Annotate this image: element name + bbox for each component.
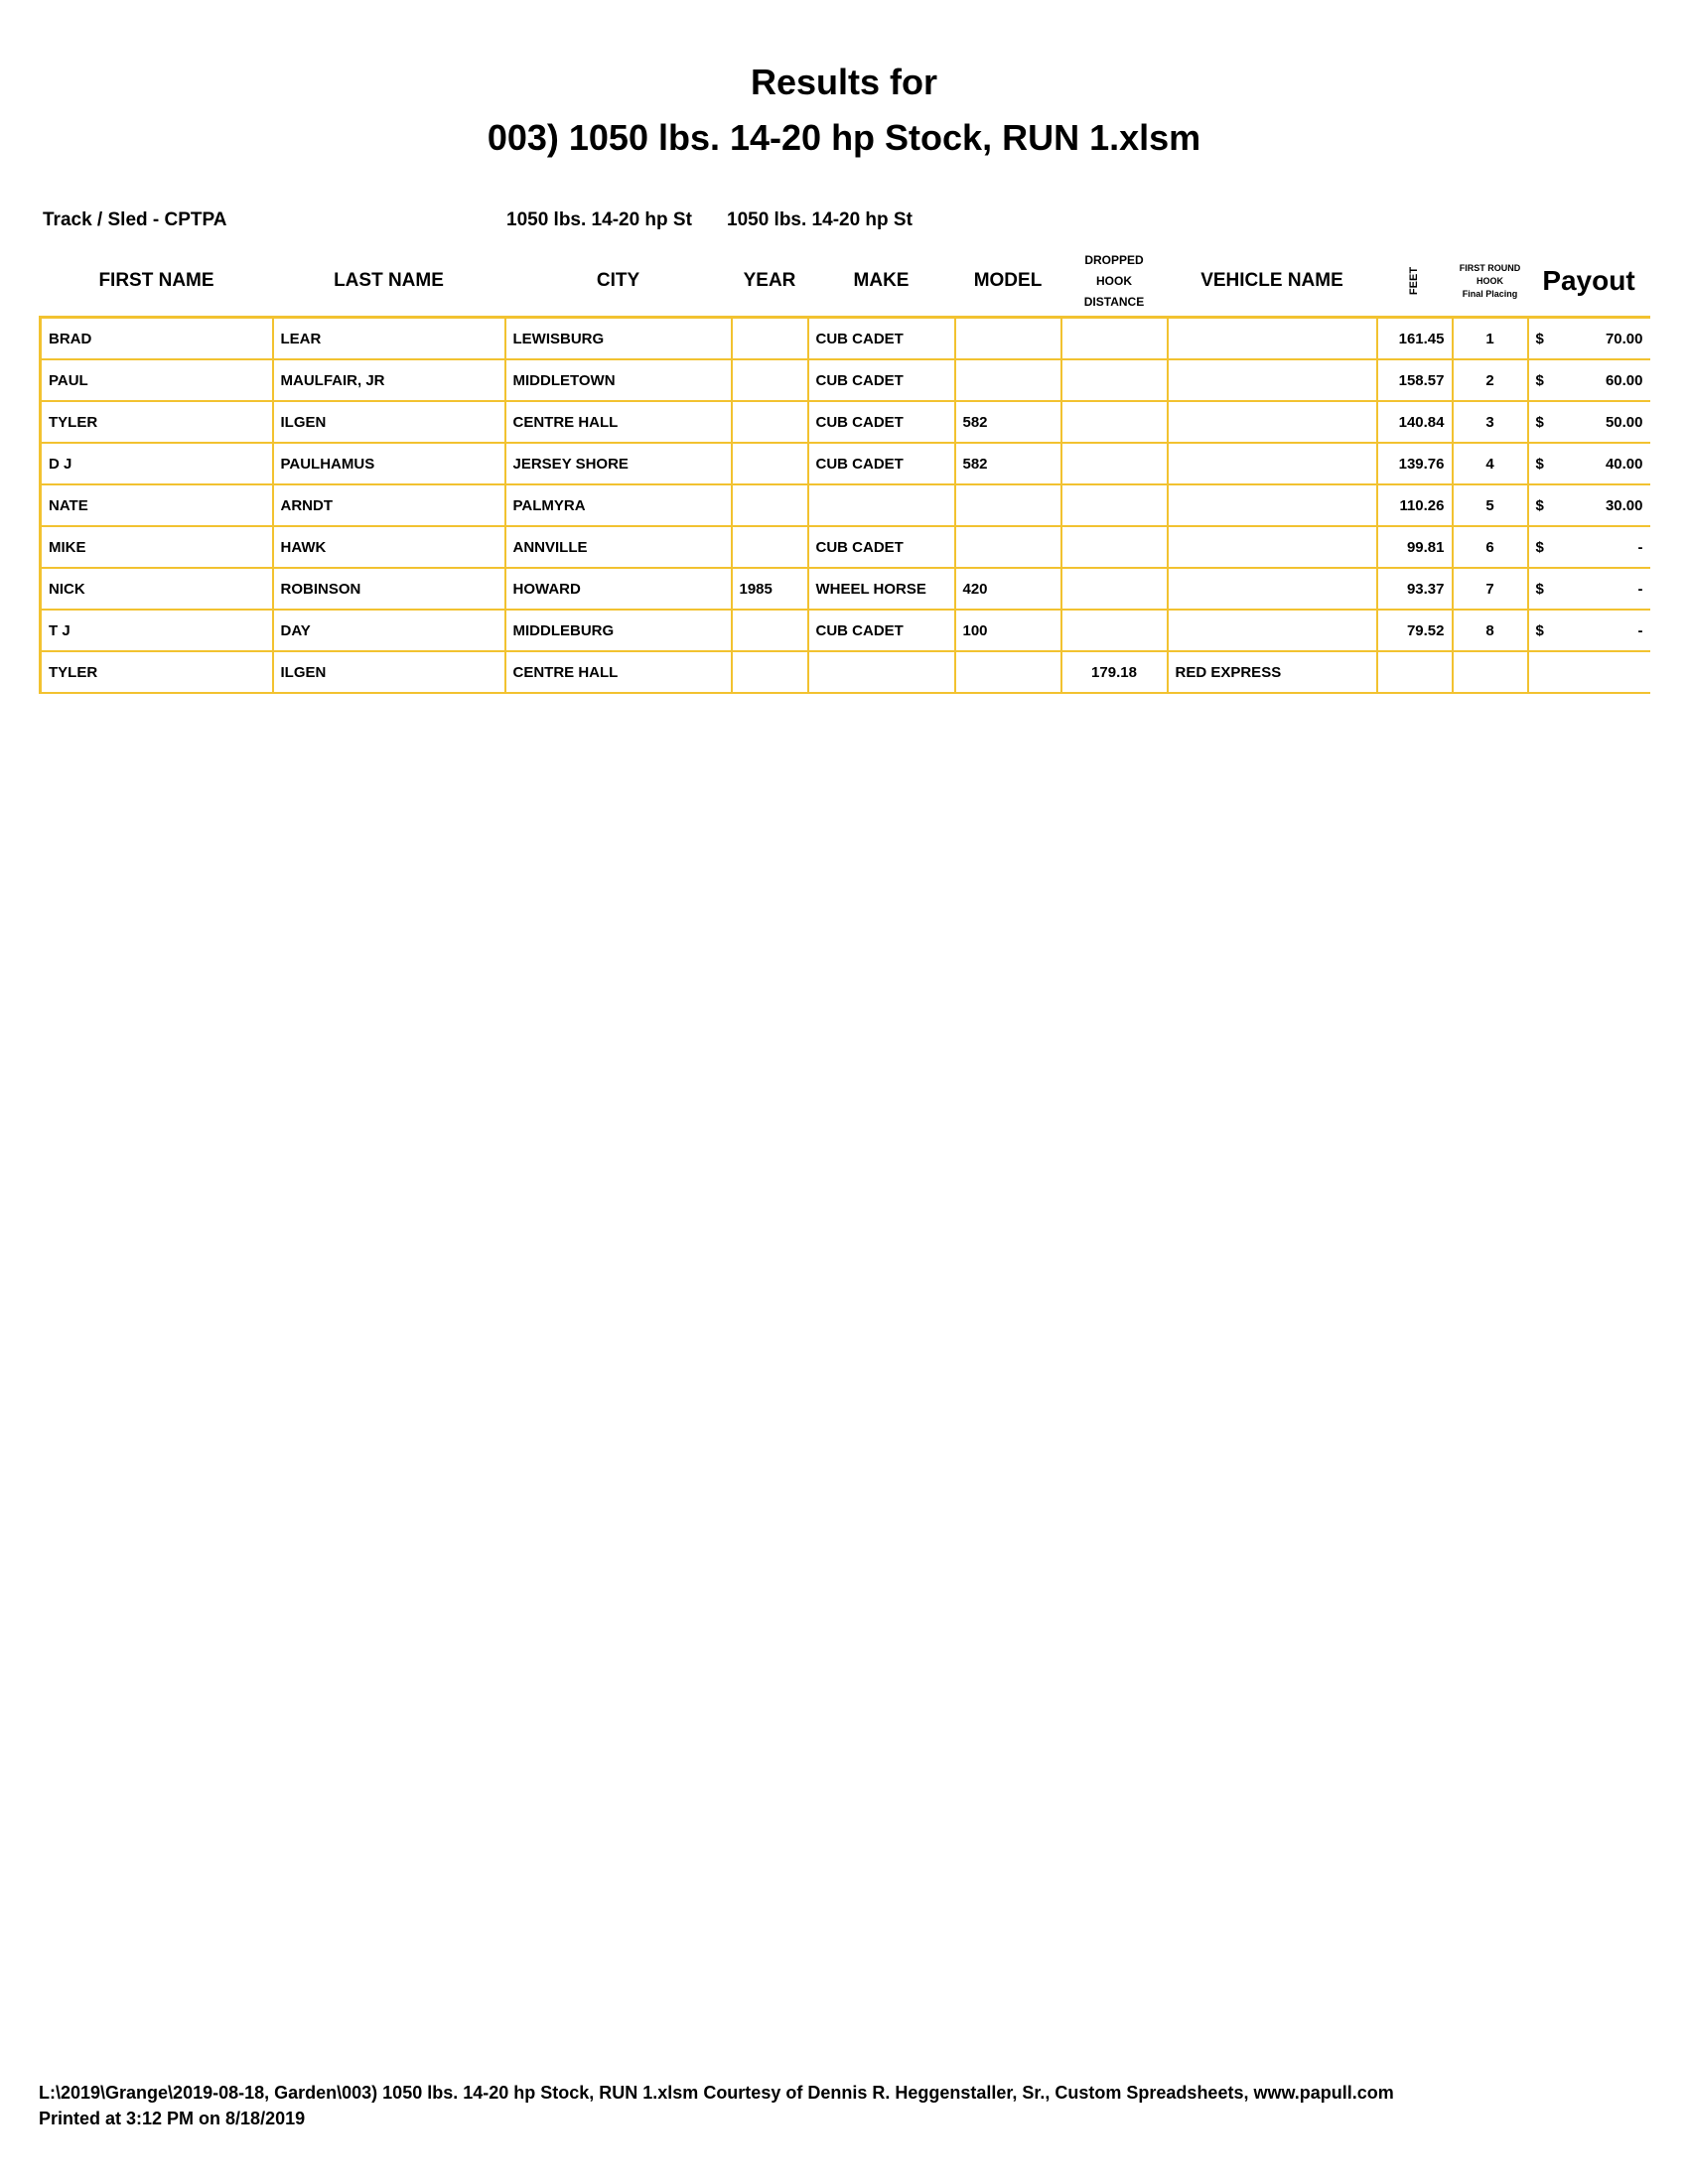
cell-payout <box>1528 401 1650 443</box>
cell-last-name: LEAR <box>273 318 505 360</box>
col-header-last-name: LAST NAME <box>334 270 444 291</box>
cell-first-name: MIKE <box>41 526 273 568</box>
cell-dropped-hook <box>1061 484 1168 526</box>
cell-vehicle-name <box>1168 359 1377 401</box>
cell-placing <box>1453 651 1528 693</box>
cell-dropped-hook: 179.18 <box>1061 651 1168 693</box>
cell-model <box>955 318 1061 360</box>
cell-year <box>732 484 808 526</box>
cell-year <box>732 651 808 693</box>
header-row <box>41 246 1650 318</box>
cell-make: CUB CADET <box>808 443 955 484</box>
payout-amount: 70.00 <box>1605 330 1643 347</box>
cell-feet: 139.76 <box>1377 443 1453 484</box>
cell-model <box>955 651 1061 693</box>
col-header-payout: Payout <box>1542 265 1635 296</box>
cell-vehicle-name <box>1168 401 1377 443</box>
title-line-1: Results for <box>750 62 938 102</box>
payout-currency: $ <box>1535 580 1544 598</box>
table-row <box>41 484 1650 526</box>
cell-make <box>808 651 955 693</box>
dropped-hook-line-3: DISTANCE <box>1083 294 1145 309</box>
cell-city: HOWARD <box>505 568 732 610</box>
payout-amount: - <box>1637 580 1643 598</box>
cell-first-name: NICK <box>41 568 273 610</box>
cell-model: 100 <box>955 610 1061 651</box>
table-row <box>41 568 1650 610</box>
cell-dropped-hook <box>1061 359 1168 401</box>
table-row <box>41 610 1650 651</box>
dropped-hook-line-2: HOOK <box>1096 273 1132 288</box>
col-header-vehicle-name: VEHICLE NAME <box>1200 270 1343 291</box>
col-header-first-name: FIRST NAME <box>98 270 214 291</box>
cell-payout <box>1528 443 1650 484</box>
cell-dropped-hook <box>1061 443 1168 484</box>
cell-make: CUB CADET <box>808 526 955 568</box>
cell-last-name: DAY <box>273 610 505 651</box>
col-header-dropped-hook <box>1061 246 1168 318</box>
cell-placing: 1 <box>1453 318 1528 360</box>
payout-amount: - <box>1637 538 1643 556</box>
cell-placing: 4 <box>1453 443 1528 484</box>
payout-amount: 30.00 <box>1605 496 1643 514</box>
payout-amount: 40.00 <box>1605 455 1643 473</box>
cell-last-name: PAULHAMUS <box>273 443 505 484</box>
cell-first-name: BRAD <box>41 318 273 360</box>
col-header-model: MODEL <box>973 270 1043 291</box>
cell-year <box>732 443 808 484</box>
cell-vehicle-name <box>1168 484 1377 526</box>
table-row <box>41 443 1650 484</box>
payout-amount: 50.00 <box>1605 413 1643 431</box>
cell-city: LEWISBURG <box>505 318 732 360</box>
payout-currency: $ <box>1535 538 1544 556</box>
cell-last-name: ROBINSON <box>273 568 505 610</box>
cell-placing: 2 <box>1453 359 1528 401</box>
dropped-hook-line-1: DROPPED <box>1084 252 1144 267</box>
col-header-feet <box>1377 246 1453 318</box>
payout-amount: 60.00 <box>1605 371 1643 389</box>
table-row <box>41 526 1650 568</box>
col-header-make: MAKE <box>853 270 910 291</box>
cell-vehicle-name <box>1168 318 1377 360</box>
cell-model <box>955 526 1061 568</box>
cell-dropped-hook <box>1061 568 1168 610</box>
table-row <box>41 359 1650 401</box>
cell-make: CUB CADET <box>808 359 955 401</box>
cell-dropped-hook <box>1061 526 1168 568</box>
cell-city: ANNVILLE <box>505 526 732 568</box>
cell-city: CENTRE HALL <box>505 651 732 693</box>
cell-year <box>732 610 808 651</box>
table-row <box>41 318 1650 360</box>
col-header-first-round <box>1453 246 1528 318</box>
class-label-b: 1050 lbs. 14-20 hp St <box>727 209 913 230</box>
cell-placing: 5 <box>1453 484 1528 526</box>
cell-year <box>732 359 808 401</box>
cell-city: MIDDLETOWN <box>505 359 732 401</box>
cell-payout <box>1528 568 1650 610</box>
table-row <box>41 651 1650 693</box>
cell-last-name: HAWK <box>273 526 505 568</box>
cell-feet: 158.57 <box>1377 359 1453 401</box>
col-header-city: CITY <box>596 270 640 291</box>
cell-dropped-hook <box>1061 318 1168 360</box>
first-round-line-1: FIRST ROUND <box>1459 262 1521 273</box>
title-line-2: 003) 1050 lbs. 14-20 hp Stock, RUN 1.xlsm <box>487 117 1201 158</box>
cell-last-name: MAULFAIR, JR <box>273 359 505 401</box>
payout-currency: $ <box>1535 621 1544 639</box>
cell-city: JERSEY SHORE <box>505 443 732 484</box>
cell-feet <box>1377 651 1453 693</box>
cell-city: MIDDLEBURG <box>505 610 732 651</box>
cell-placing: 6 <box>1453 526 1528 568</box>
cell-payout <box>1528 526 1650 568</box>
cell-first-name: D J <box>41 443 273 484</box>
results-table <box>39 246 1650 694</box>
class-label-a: 1050 lbs. 14-20 hp St <box>506 209 692 230</box>
cell-payout <box>1528 359 1650 401</box>
cell-first-name: T J <box>41 610 273 651</box>
cell-dropped-hook <box>1061 610 1168 651</box>
cell-model <box>955 484 1061 526</box>
payout-currency: $ <box>1535 455 1544 473</box>
cell-model: 582 <box>955 401 1061 443</box>
first-round-line-3: Final Placing <box>1462 288 1518 299</box>
cell-payout <box>1528 610 1650 651</box>
cell-payout <box>1528 484 1650 526</box>
cell-feet: 79.52 <box>1377 610 1453 651</box>
cell-payout <box>1528 318 1650 360</box>
cell-year <box>732 526 808 568</box>
cell-model <box>955 359 1061 401</box>
cell-payout <box>1528 651 1650 693</box>
payout-currency: $ <box>1535 496 1544 514</box>
footer-printed-at: Printed at 3:12 PM on 8/18/2019 <box>39 2109 306 2128</box>
first-round-line-2: HOOK <box>1477 275 1503 286</box>
footer-file-path: L:\2019\Grange\2019-08-18, Garden\003) 1050 lbs. 14-20 hp Stock, RUN 1.xlsm Courtesy of Dennis R. Heggenstaller, Sr., Custom Spreadsheets, www.papull.com <box>39 2083 1394 2103</box>
cell-year <box>732 318 808 360</box>
cell-make <box>808 484 955 526</box>
cell-feet: 110.26 <box>1377 484 1453 526</box>
cell-year: 1985 <box>732 568 808 610</box>
cell-feet: 161.45 <box>1377 318 1453 360</box>
col-header-year: YEAR <box>743 270 796 291</box>
payout-currency: $ <box>1535 330 1544 347</box>
cell-last-name: ILGEN <box>273 401 505 443</box>
cell-feet: 140.84 <box>1377 401 1453 443</box>
cell-placing: 8 <box>1453 610 1528 651</box>
cell-first-name: NATE <box>41 484 273 526</box>
cell-model: 582 <box>955 443 1061 484</box>
cell-placing: 7 <box>1453 568 1528 610</box>
cell-last-name: ILGEN <box>273 651 505 693</box>
cell-make: CUB CADET <box>808 401 955 443</box>
cell-vehicle-name: RED EXPRESS <box>1168 651 1377 693</box>
cell-placing: 3 <box>1453 401 1528 443</box>
table-row <box>41 401 1650 443</box>
cell-feet: 99.81 <box>1377 526 1453 568</box>
cell-first-name: TYLER <box>41 651 273 693</box>
cell-city: CENTRE HALL <box>505 401 732 443</box>
cell-year <box>732 401 808 443</box>
cell-first-name: TYLER <box>41 401 273 443</box>
cell-dropped-hook <box>1061 401 1168 443</box>
cell-first-name: PAUL <box>41 359 273 401</box>
cell-make: CUB CADET <box>808 318 955 360</box>
track-label: Track / Sled - CPTPA <box>43 209 227 230</box>
cell-make: WHEEL HORSE <box>808 568 955 610</box>
cell-make: CUB CADET <box>808 610 955 651</box>
cell-feet: 93.37 <box>1377 568 1453 610</box>
payout-currency: $ <box>1535 371 1544 389</box>
cell-city: PALMYRA <box>505 484 732 526</box>
cell-model: 420 <box>955 568 1061 610</box>
cell-vehicle-name <box>1168 610 1377 651</box>
payout-currency: $ <box>1535 413 1544 431</box>
cell-vehicle-name <box>1168 568 1377 610</box>
cell-vehicle-name <box>1168 443 1377 484</box>
cell-vehicle-name <box>1168 526 1377 568</box>
feet-label: FEET <box>1408 266 1421 296</box>
payout-amount: - <box>1637 621 1643 639</box>
cell-last-name: ARNDT <box>273 484 505 526</box>
